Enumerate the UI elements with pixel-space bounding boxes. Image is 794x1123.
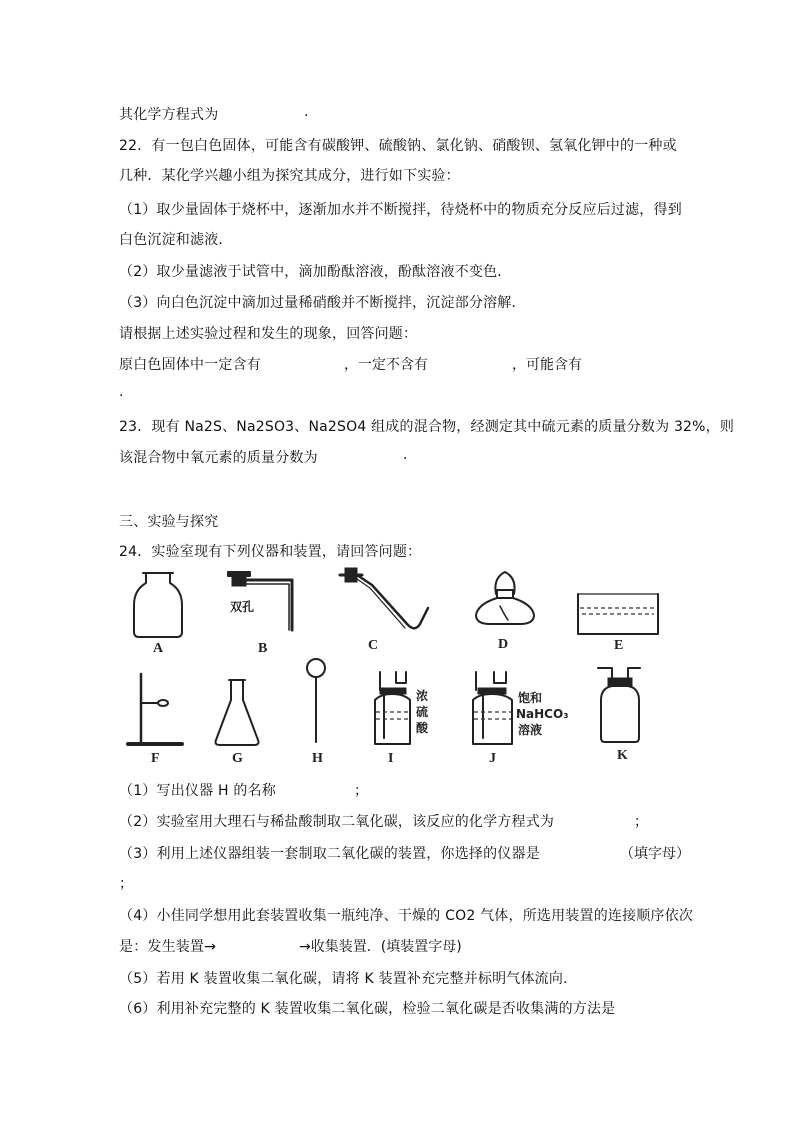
apparatus-g-conical-flask-icon	[216, 680, 259, 745]
q22-ask: 请根据上述实验过程和发生的现象，回答问题：	[119, 326, 418, 342]
q24-part-6: （6）利用补充完整的 K 装置收集二氧化碳，检验二氧化碳是否收集满的方法是	[119, 1001, 616, 1017]
apparatus-i-tag-2: 硫	[416, 705, 429, 719]
q22-step-2: （2）取少量滤液于试管中，滴加酚酞溶液，酚酞溶液不变色．	[119, 264, 512, 280]
label-d: D	[498, 637, 509, 652]
blank-end: .	[304, 104, 309, 120]
q23-end: .	[403, 447, 408, 463]
q22-step-1a: （1）取少量固体于烧杯中，逐渐加水并不断搅拌，待烧杯中的物质充分反应后过滤，得到	[119, 202, 682, 218]
apparatus-e-trough-icon	[578, 594, 658, 634]
q23-line-2: 该混合物中氧元素的质量分数为	[119, 450, 318, 466]
q22-answer-end: .	[119, 384, 124, 400]
apparatus-i-wash-bottle-icon	[375, 672, 410, 744]
section-title: 三、实验与探究	[119, 514, 219, 530]
apparatus-j-wash-bottle-icon	[473, 672, 512, 744]
q22-line-2: 几种．某化学兴趣小组为探究其成分，进行如下实验：	[119, 168, 460, 184]
q22-step-3: （3）向白色沉淀中滴加过量稀硝酸并不断搅拌，沉淀部分溶解．	[119, 295, 526, 311]
label-j: J	[489, 751, 496, 766]
q23-line-1: 23．现有 Na2S、Na2SO3、Na2SO4 组成的混合物，经测定其中硫元素的质量分数为 32%，则	[119, 419, 735, 435]
apparatus-j-tag-1: 饱和	[518, 691, 543, 705]
q22-answer-2: ，一定不含有	[344, 357, 428, 373]
q24-part-4b-1: 是：发生装置→	[119, 939, 217, 955]
q24-part-4a: （4）小佳同学想用此套装置收集一瓶纯净、干燥的 CO2 气体，所选用装置的连接顺序依次	[119, 908, 694, 924]
apparatus-i-tag-1: 浓	[416, 689, 429, 703]
apparatus-f-iron-stand-icon	[128, 674, 182, 744]
q24-part-5: （5）若用 K 装置收集二氧化碳，请将 K 装置补充完整并标明气体流向．	[119, 971, 578, 987]
q22-answer-3: ，可能含有	[512, 357, 582, 373]
apparatus-j-tag-3: 溶液	[518, 723, 543, 737]
apparatus-i-tag-3: 酸	[416, 721, 429, 735]
q24-part-4b-2: →收集装置．(填装置字母)	[299, 939, 462, 955]
q24-part-3-end: ；	[119, 876, 134, 892]
q24-part-2: （2）实验室用大理石与稀盐酸制取二氧化碳，该反应的化学方程式为	[119, 814, 555, 830]
apparatus-k-bottle-icon	[598, 668, 640, 742]
label-a: A	[153, 641, 164, 656]
label-f: F	[151, 751, 160, 766]
label-i: I	[388, 751, 394, 766]
q22-line-1: 22．有一包白色固体，可能含有碳酸钾、硫酸钠、氯化钠、硝酸钡、氢氧化钾中的一种或	[119, 138, 677, 154]
label-e: E	[614, 638, 624, 653]
q24-part-1-end: ；	[354, 783, 368, 799]
label-b: B	[258, 641, 268, 656]
q24-part-3-tail: （填字母）	[620, 846, 690, 862]
label-k: K	[617, 748, 628, 763]
label-c: C	[368, 638, 379, 653]
q24-part-2-end: ；	[634, 814, 648, 830]
q24-line: 24．实验室现有下列仪器和装置，请回答问题：	[119, 544, 422, 560]
apparatus-j-tag-2: NaHCO₃	[516, 707, 569, 721]
q22-answer-1: 原白色固体中一定含有	[119, 357, 261, 373]
apparatus-b-tag: 双孔	[230, 600, 255, 614]
q24-part-3: （3）利用上述仪器组装一套制取二氧化碳的装置，你选择的仪器是	[119, 846, 540, 862]
q22-step-1b: 白色沉淀和滤液．	[119, 232, 233, 248]
apparatus-a-bottle-icon	[134, 573, 182, 637]
label-g: G	[232, 751, 243, 766]
apparatus-h-long-funnel-icon	[307, 659, 325, 742]
apparatus-c-stopper-tube-icon	[340, 568, 428, 628]
label-h: H	[312, 751, 323, 766]
apparatus-d-alcohol-lamp-icon	[476, 572, 534, 624]
q24-part-1: （1）写出仪器 H 的名称	[119, 783, 276, 799]
equation-prompt: 其化学方程式为	[119, 107, 219, 123]
